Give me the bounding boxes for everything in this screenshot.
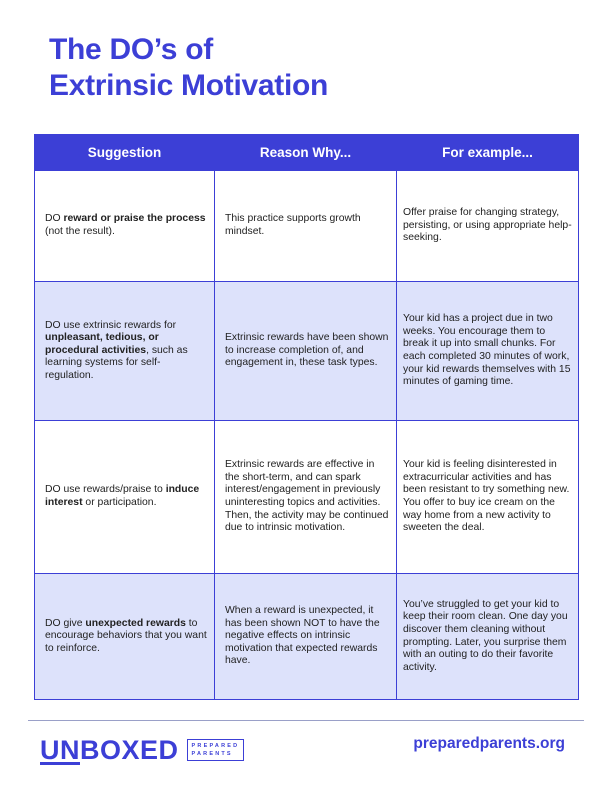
page-title-line-1: The DO’s of [49, 33, 213, 66]
suggestion-emphasis: unexpected rewards [85, 617, 186, 629]
reason-cell: This practice supports growth mindset. [215, 171, 397, 282]
suggestion-emphasis: reward or praise the process [63, 213, 206, 225]
table-row [35, 171, 579, 282]
unboxed-logo [40, 735, 244, 765]
suggestion-cell [35, 421, 215, 574]
logo-prepared-parents-box [187, 739, 245, 761]
logo-boxed: BOXED [80, 735, 179, 765]
website-link[interactable]: preparedparents.org [413, 735, 565, 752]
suggestion-post: or participation. [82, 497, 157, 508]
table-row [35, 421, 579, 574]
header-example: For example... [397, 135, 579, 171]
suggestion-cell [35, 574, 215, 700]
logo-wordmark [40, 735, 179, 765]
suggestion-post: (not the result). [45, 226, 115, 237]
suggestion-emphasis: unpleasant, tedious, or procedural activities [45, 332, 159, 356]
logo-box-line-2: PARENTS [191, 751, 233, 757]
suggestion-cell [35, 171, 215, 282]
suggestion-pre: DO use extrinsic rewards for [45, 319, 177, 331]
suggestion-cell [35, 282, 215, 421]
logo-box-line-1: PREPARED [191, 743, 240, 749]
suggestion-emphasis: induce interest [45, 484, 200, 508]
table-header-row [35, 135, 579, 171]
logo-un: UN [40, 735, 80, 765]
suggestion-post: , such as learning systems for self-regulation. [45, 344, 188, 381]
reason-cell: Extrinsic rewards have been shown to increase completion of, and engagement in, these task types. [215, 282, 397, 421]
table-row [35, 574, 579, 700]
dos-table [34, 134, 579, 700]
page-title-line-2: Extrinsic Motivation [49, 69, 329, 102]
example-cell: You’ve struggled to get your kid to keep their room clean. One day you discover them cleaning without prompting. Later, you surprise them with an outing to do their favorite activity. [397, 574, 579, 700]
header-reason: Reason Why... [215, 135, 397, 171]
suggestion-pre: DO give [45, 617, 86, 629]
reason-cell: Extrinsic rewards are effective in the short-term, and can spark interest/engagement in previously uninteresting topics and activities. Then, the activity may be continued due to intrinsic motivation. [215, 421, 397, 574]
header-suggestion: Suggestion [35, 135, 215, 171]
table-row [35, 282, 579, 421]
suggestion-pre: DO [45, 213, 64, 225]
example-cell: Your kid has a project due in two weeks. You encourage them to break it up into small chunks. For each completed 30 minutes of work, your kid rewards themselves with 15 minutes of gaming time. [397, 282, 579, 421]
page-title [49, 32, 328, 104]
example-cell: Your kid is feeling disinterested in extracurricular activities and has been resistant to try something new. You offer to buy ice cream on the way home from a new activity to sweeten the deal. [397, 421, 579, 574]
suggestion-post: to encourage behaviors that you want to reinforce. [45, 617, 207, 654]
reason-cell: When a reward is unexpected, it has been shown NOT to have the negative effects on intrinsic motivation that expected rewards have. [215, 574, 397, 700]
example-cell: Offer praise for changing strategy, persisting, or using appropriate help-seeking. [397, 171, 579, 282]
suggestion-pre: DO use rewards/praise to [45, 484, 166, 496]
footer-divider [28, 720, 584, 721]
